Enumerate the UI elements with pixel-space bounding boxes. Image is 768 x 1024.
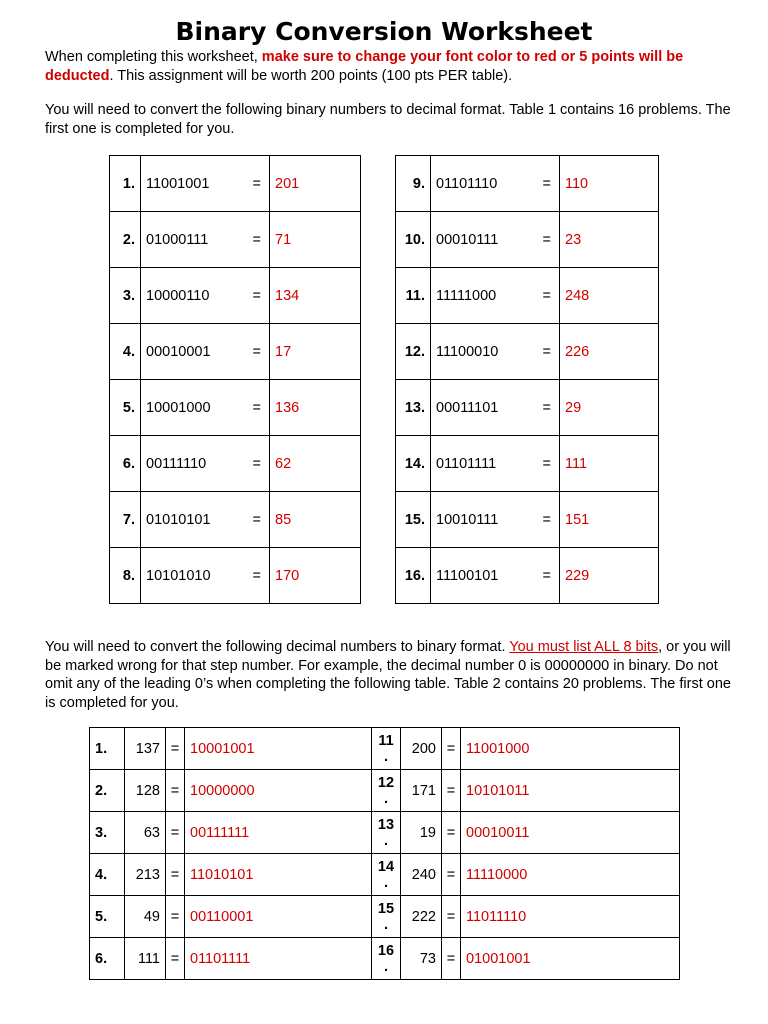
problem-number-2 — [372, 938, 401, 980]
decimal-value-2: 240 — [401, 854, 442, 896]
problem-number: 7. — [110, 492, 141, 548]
equals-sign: = — [166, 728, 185, 770]
answer-cell-2[interactable]: 00010011 — [461, 812, 680, 854]
problem-number-2-dot: . — [383, 832, 389, 849]
answer-cell[interactable]: 01101111 — [185, 938, 372, 980]
problem-number-2-digits: 13 — [377, 816, 395, 833]
problem-number: 11. — [396, 268, 431, 324]
equals-sign: = — [246, 548, 270, 604]
problem-number: 1. — [110, 156, 141, 212]
binary-value: 11001001 — [141, 156, 247, 212]
equals-sign-2: = — [442, 896, 461, 938]
section1-instructions: You will need to convert the following binary numbers to decimal format. Table 1 contains 16 problems. The first one is completed for you. — [45, 102, 731, 137]
problem-number: 6. — [90, 938, 125, 980]
answer-cell[interactable]: 111 — [560, 436, 659, 492]
table-row — [110, 212, 361, 268]
answer-cell[interactable]: 10001001 — [185, 728, 372, 770]
problem-number-2-dot: . — [383, 874, 389, 891]
problem-number: 10. — [396, 212, 431, 268]
problem-number-2-digits: 16 — [377, 942, 395, 959]
answer-cell[interactable]: 00111111 — [185, 812, 372, 854]
binary-value: 01010101 — [141, 492, 247, 548]
problem-number-2 — [372, 854, 401, 896]
problem-number: 3. — [110, 268, 141, 324]
decimal-value-2: 73 — [401, 938, 442, 980]
table1-right — [395, 155, 659, 604]
table-row — [90, 896, 680, 938]
answer-cell[interactable]: 62 — [270, 436, 361, 492]
decimal-value-2: 19 — [401, 812, 442, 854]
equals-sign: = — [246, 212, 270, 268]
table-row — [90, 854, 680, 896]
answer-cell-2[interactable]: 11110000 — [461, 854, 680, 896]
problem-number: 2. — [110, 212, 141, 268]
problem-number-2-dot: . — [383, 916, 389, 933]
table-row — [396, 324, 659, 380]
equals-sign: = — [536, 380, 560, 436]
equals-sign: = — [166, 812, 185, 854]
equals-sign-2: = — [442, 728, 461, 770]
table-row — [110, 548, 361, 604]
problem-number-2-digits: 15 — [377, 900, 395, 917]
equals-sign: = — [246, 380, 270, 436]
table-row — [396, 212, 659, 268]
decimal-value: 63 — [125, 812, 166, 854]
equals-sign: = — [536, 436, 560, 492]
equals-sign: = — [166, 896, 185, 938]
problem-number-2-dot: . — [383, 748, 389, 765]
problem-number-2 — [372, 770, 401, 812]
problem-number: 4. — [110, 324, 141, 380]
table-row — [110, 324, 361, 380]
binary-value: 00111110 — [141, 436, 247, 492]
table2 — [89, 727, 680, 980]
problem-number-2-digits: 12 — [377, 774, 395, 791]
section2-emphasis: You must list ALL 8 bits — [509, 639, 659, 655]
answer-cell-2[interactable]: 01001001 — [461, 938, 680, 980]
table-row — [396, 436, 659, 492]
table-row — [90, 812, 680, 854]
answer-cell[interactable]: 23 — [560, 212, 659, 268]
problem-number: 5. — [90, 896, 125, 938]
intro-text-2: . This assignment will be worth 200 points (100 pts PER table). — [109, 67, 513, 84]
binary-value: 11111000 — [431, 268, 537, 324]
equals-sign: = — [246, 324, 270, 380]
problem-number-2-dot: . — [383, 790, 389, 807]
page-title: Binary Conversion Worksheet — [175, 17, 593, 46]
problem-number: 13. — [396, 380, 431, 436]
equals-sign: = — [246, 268, 270, 324]
table-row — [396, 268, 659, 324]
table-row — [110, 156, 361, 212]
decimal-value: 49 — [125, 896, 166, 938]
binary-value: 01000111 — [141, 212, 247, 268]
equals-sign: = — [536, 324, 560, 380]
binary-value: 11100101 — [431, 548, 537, 604]
problem-number-2 — [372, 896, 401, 938]
equals-sign: = — [166, 938, 185, 980]
decimal-value: 213 — [125, 854, 166, 896]
equals-sign: = — [166, 854, 185, 896]
answer-cell-2[interactable]: 10101011 — [461, 770, 680, 812]
decimal-value-2: 171 — [401, 770, 442, 812]
table-row — [396, 492, 659, 548]
binary-value: 01101110 — [431, 156, 537, 212]
binary-value: 00011101 — [431, 380, 537, 436]
problem-number-2-digits: 14 — [377, 858, 395, 875]
answer-cell[interactable]: 226 — [560, 324, 659, 380]
equals-sign-2: = — [442, 938, 461, 980]
table-row — [110, 268, 361, 324]
equals-sign-2: = — [442, 854, 461, 896]
answer-cell[interactable]: 248 — [560, 268, 659, 324]
intro-warning: make sure to change your font color to red or 5 points will be deducted — [45, 49, 684, 84]
equals-sign-2: = — [442, 812, 461, 854]
answer-cell[interactable]: 201 — [270, 156, 361, 212]
problem-number: 12. — [396, 324, 431, 380]
intro-paragraph — [45, 48, 735, 85]
problem-number-2-digits: 11 — [378, 732, 394, 749]
binary-value: 11100010 — [431, 324, 537, 380]
equals-sign: = — [536, 156, 560, 212]
decimal-value-2: 200 — [401, 728, 442, 770]
problem-number: 14. — [396, 436, 431, 492]
table-row — [110, 436, 361, 492]
problem-number: 8. — [110, 548, 141, 604]
binary-value: 10101010 — [141, 548, 247, 604]
equals-sign: = — [536, 492, 560, 548]
answer-cell[interactable]: 17 — [270, 324, 361, 380]
answer-cell[interactable]: 151 — [560, 492, 659, 548]
equals-sign: = — [246, 156, 270, 212]
section2-text-2: , or you will be marked wrong for that step number. For example, the decimal number 0 is 00000000 in binary. Do not omit any of the leading 0’s when completing the following table. Table 2 contains 20 problems. The first one is completed for you. — [45, 639, 731, 711]
problem-number: 6. — [110, 436, 141, 492]
answer-cell[interactable]: 134 — [270, 268, 361, 324]
answer-cell[interactable]: 00110001 — [185, 896, 372, 938]
binary-value: 01101111 — [431, 436, 537, 492]
answer-cell[interactable]: 110 — [560, 156, 659, 212]
equals-sign: = — [536, 548, 560, 604]
answer-cell[interactable]: 11010101 — [185, 854, 372, 896]
table-row — [396, 156, 659, 212]
table-row — [110, 380, 361, 436]
problem-number: 3. — [90, 812, 125, 854]
answer-cell[interactable]: 229 — [560, 548, 659, 604]
problem-number-2 — [372, 728, 401, 770]
equals-sign: = — [536, 268, 560, 324]
binary-value: 10010111 — [431, 492, 537, 548]
answer-cell-2[interactable]: 11001000 — [461, 728, 680, 770]
table-row — [396, 380, 659, 436]
binary-value: 00010111 — [431, 212, 537, 268]
equals-sign: = — [246, 492, 270, 548]
decimal-value: 137 — [125, 728, 166, 770]
decimal-value: 128 — [125, 770, 166, 812]
table-row — [90, 770, 680, 812]
answer-cell[interactable]: 10000000 — [185, 770, 372, 812]
problem-number: 4. — [90, 854, 125, 896]
binary-value: 10001000 — [141, 380, 247, 436]
problem-number: 15. — [396, 492, 431, 548]
answer-cell[interactable]: 136 — [270, 380, 361, 436]
problem-number: 1. — [90, 728, 125, 770]
intro-text-1: When completing this worksheet, — [45, 49, 262, 65]
table-row — [396, 548, 659, 604]
binary-value: 00010001 — [141, 324, 247, 380]
problem-number: 2. — [90, 770, 125, 812]
answer-cell-2[interactable]: 11011110 — [461, 896, 680, 938]
equals-sign-2: = — [442, 770, 461, 812]
problem-number-2 — [372, 812, 401, 854]
section2-instructions — [45, 638, 735, 712]
problem-number: 16. — [396, 548, 431, 604]
section2-text-1: You will need to convert the following decimal numbers to binary format. — [45, 639, 510, 655]
answer-cell[interactable]: 71 — [270, 212, 361, 268]
table1-left — [109, 155, 361, 604]
decimal-value: 111 — [125, 938, 166, 980]
answer-cell[interactable]: 170 — [270, 548, 361, 604]
equals-sign: = — [536, 212, 560, 268]
problem-number: 9. — [396, 156, 431, 212]
answer-cell[interactable]: 85 — [270, 492, 361, 548]
answer-cell[interactable]: 29 — [560, 380, 659, 436]
table-row — [110, 492, 361, 548]
table-row — [90, 938, 680, 980]
decimal-value-2: 222 — [401, 896, 442, 938]
binary-value: 10000110 — [141, 268, 247, 324]
table-row — [90, 728, 680, 770]
equals-sign: = — [246, 436, 270, 492]
equals-sign: = — [166, 770, 185, 812]
problem-number: 5. — [110, 380, 141, 436]
problem-number-2-dot: . — [383, 958, 389, 975]
